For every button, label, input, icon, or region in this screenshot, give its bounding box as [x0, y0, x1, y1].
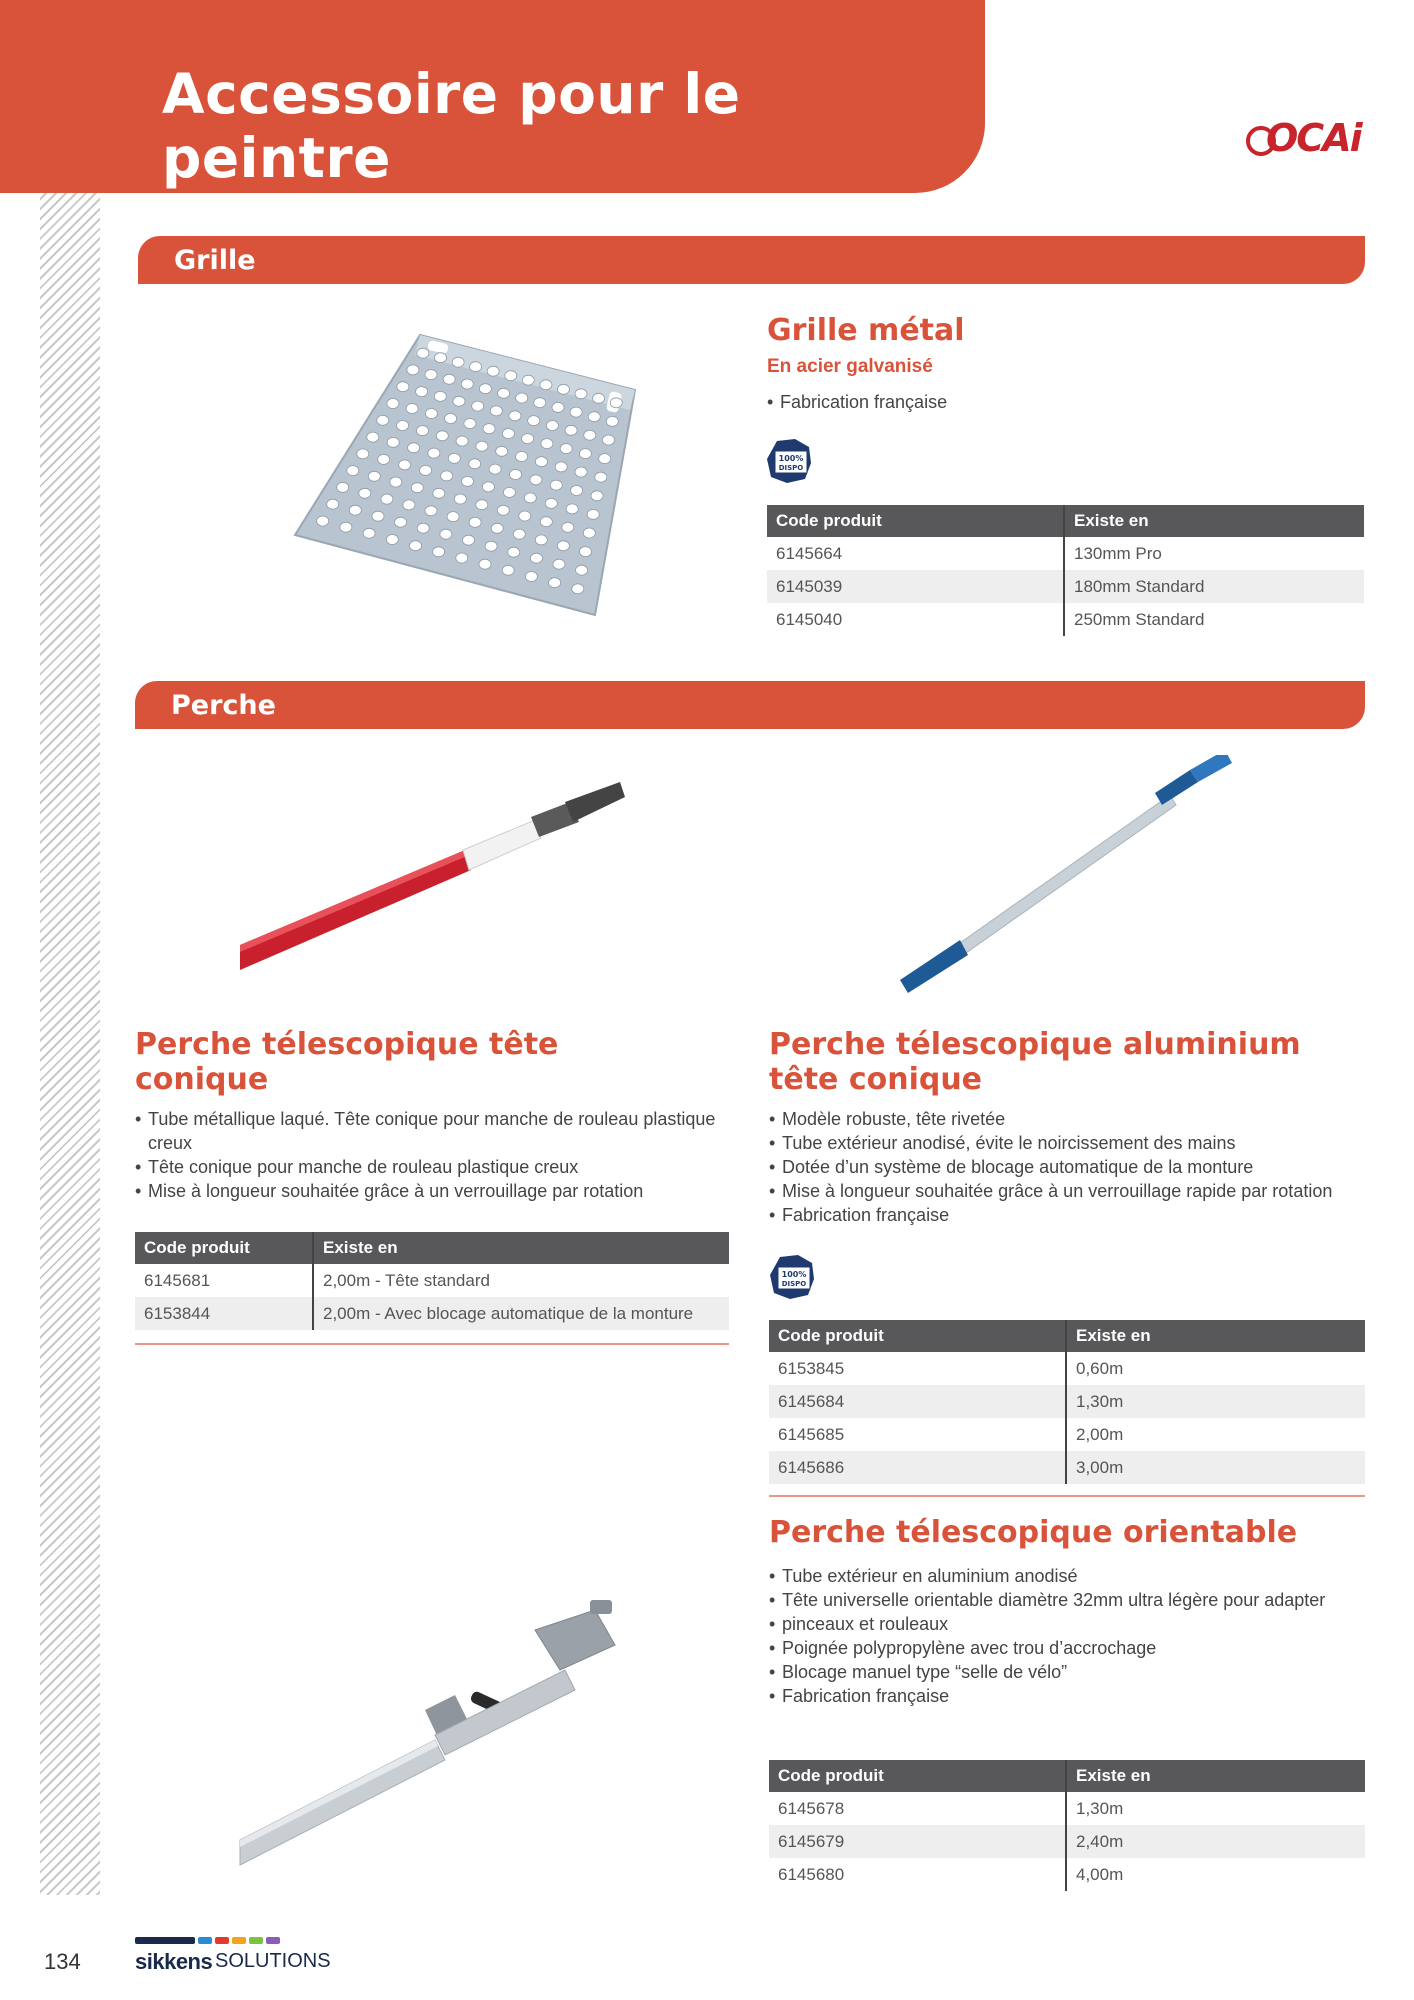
column-header-code: Code produit — [769, 1760, 1066, 1792]
grille-hole — [469, 517, 481, 527]
color-bar — [198, 1937, 212, 1944]
grille-hole — [406, 404, 418, 414]
grille-hole — [593, 393, 605, 403]
grille-hole — [417, 426, 429, 436]
grille-hole — [552, 402, 564, 412]
list-item: • Tube métallique laqué. Tête conique pour manche de rouleau plastique — [135, 1107, 715, 1131]
grille-hole — [462, 476, 474, 486]
table-row — [769, 1858, 1365, 1891]
grille-hole — [566, 504, 578, 514]
table-grille-metal — [767, 505, 1364, 636]
code-cell: 6145679 — [769, 1825, 1066, 1858]
grille-hole — [445, 414, 457, 424]
grille-hole — [498, 388, 510, 398]
grille-hole — [367, 432, 379, 442]
code-cell: 6145681 — [135, 1264, 313, 1297]
table-perche-orientable — [769, 1760, 1365, 1891]
title-line: Perche télescopique aluminium — [769, 1027, 1301, 1062]
grille-hole — [513, 529, 525, 539]
grille-hole — [587, 509, 599, 519]
grille-hole — [534, 398, 546, 408]
grille-hole — [490, 406, 502, 416]
page-header — [0, 0, 985, 193]
grille-hole — [591, 491, 603, 501]
france-dispo-badge-icon — [765, 437, 815, 485]
grille-hole — [580, 547, 592, 557]
badge-text-bottom: DISPO — [781, 1280, 807, 1288]
size-cell: 1,30m — [1076, 1798, 1124, 1818]
table-row — [135, 1297, 729, 1330]
page-title: Accessoire pour le peintre — [162, 62, 741, 190]
grille-hole — [565, 425, 577, 435]
grille-hole — [381, 494, 393, 504]
list-item: • Tête universelle orientable diamètre 32mm ultra légère pour adapter — [769, 1588, 1325, 1612]
color-bar — [249, 1937, 263, 1944]
grille-hole — [575, 467, 587, 477]
grille-hole — [349, 505, 361, 515]
grille-hole — [453, 396, 465, 406]
color-bar — [266, 1937, 280, 1944]
table-divider — [769, 1495, 1365, 1497]
grille-hole — [454, 494, 466, 504]
grille-hole — [464, 419, 476, 429]
grille-hole — [595, 472, 607, 482]
grille-hole — [489, 464, 501, 474]
grille-hole — [553, 559, 565, 569]
perche-conique-image — [235, 775, 635, 975]
code-cell: 6153844 — [135, 1297, 313, 1330]
grille-hole — [535, 457, 547, 467]
grille-hole — [570, 407, 582, 417]
grille-hole — [505, 371, 517, 381]
grille-hole — [435, 353, 447, 363]
grille-hole — [440, 529, 452, 539]
list-item: • Mise à longueur souhaitée grâce à un verrouillage par rotation — [135, 1179, 715, 1203]
grille-hole — [441, 471, 453, 481]
grille-hole — [434, 391, 446, 401]
grille-hole — [317, 516, 329, 526]
code-cell: 6145039 — [767, 570, 1064, 603]
color-bar — [232, 1937, 246, 1944]
grille-hole — [545, 498, 557, 508]
grille-hole — [522, 375, 534, 385]
grille-hole — [436, 431, 448, 441]
title-line: conique — [135, 1062, 269, 1097]
size-cell: 2,00m - Tête standard — [323, 1270, 490, 1290]
column-header-existe: Existe en — [1066, 1320, 1365, 1352]
grille-hole — [447, 512, 459, 522]
grille-hole — [502, 429, 514, 439]
size-cell: 130mm Pro — [1074, 543, 1162, 563]
grille-hole — [347, 466, 359, 476]
grille-hole — [337, 482, 349, 492]
grille-hole — [416, 387, 428, 397]
list-item: • Fabrication française — [769, 1684, 1325, 1708]
column-header-code: Code produit — [769, 1320, 1066, 1352]
grille-hole — [571, 486, 583, 496]
bullets-grille-metal — [767, 390, 947, 414]
list-item: • Tête conique pour manche de rouleau plastique creux — [135, 1155, 715, 1179]
grille-hole — [485, 541, 497, 551]
grille-hole — [524, 493, 536, 503]
table-header-row — [135, 1232, 729, 1264]
grille-hole — [540, 517, 552, 527]
grille-hole — [519, 511, 531, 521]
section-bar-perche — [135, 681, 1365, 729]
grille-hole — [428, 448, 440, 458]
list-item: • Tube extérieur en aluminium anodisé — [769, 1564, 1325, 1588]
grille-hole — [516, 452, 528, 462]
grille-hole — [482, 482, 494, 492]
decorative-stripes — [40, 0, 100, 1895]
list-item: • pinceaux et rouleaux — [769, 1612, 1325, 1636]
badge-text-top: 100% — [778, 454, 804, 463]
size-cell: 4,00m — [1076, 1864, 1124, 1884]
size-cell: 2,40m — [1066, 1825, 1365, 1858]
grille-hole — [516, 393, 528, 403]
sikkens-color-bars — [135, 1937, 280, 1944]
table-header-row — [769, 1320, 1365, 1352]
grille-hole — [425, 506, 437, 516]
grille-hole — [557, 541, 569, 551]
grille-hole — [410, 541, 422, 551]
grille-hole — [368, 471, 380, 481]
table-row — [769, 1825, 1365, 1858]
size-cell: 0,60m — [1076, 1358, 1124, 1378]
column-header-existe: Existe en — [1064, 505, 1364, 537]
table-header-row — [767, 505, 1364, 537]
grille-hole — [540, 380, 552, 390]
list-item: • Blocage manuel type “selle de vélo” — [769, 1660, 1325, 1684]
grille-hole — [588, 412, 600, 422]
grille-hole — [576, 565, 588, 575]
grille-hole — [463, 535, 475, 545]
sikkens-solutions-logo — [135, 1937, 335, 1977]
grille-hole — [387, 399, 399, 409]
grille-hole — [491, 523, 503, 533]
grille-hole — [417, 523, 429, 533]
grille-hole — [433, 547, 445, 557]
grille-hole — [327, 499, 339, 509]
badge-text-bottom: DISPO — [778, 464, 804, 472]
grille-hole — [476, 441, 488, 451]
grille-hole — [497, 505, 509, 515]
title-line: tête conique — [769, 1062, 983, 1097]
grille-hole — [377, 415, 389, 425]
table-row — [767, 603, 1364, 636]
product-title-perche-conique — [135, 1027, 558, 1097]
grille-hole — [469, 459, 481, 469]
product-title-grille-metal: Grille métal — [767, 313, 965, 348]
table-row — [767, 570, 1364, 603]
grille-hole — [483, 424, 495, 434]
product-subtitle-grille-metal: En acier galvanisé — [767, 356, 933, 377]
grille-hole — [443, 374, 455, 384]
grille-hole — [606, 416, 618, 426]
table-row — [135, 1264, 729, 1297]
grille-hole — [425, 409, 437, 419]
grille-hole — [549, 578, 561, 588]
grille-hole — [584, 430, 596, 440]
code-cell: 6145040 — [767, 603, 1064, 636]
grille-hole — [550, 480, 562, 490]
grille-hole — [479, 559, 491, 569]
grille-hole — [397, 421, 409, 431]
perche-alu-image — [890, 755, 1240, 995]
size-cell: 1,30m — [1066, 1385, 1365, 1418]
grille-hole — [562, 522, 574, 532]
size-cell: 3,00m — [1066, 1451, 1365, 1484]
grille-hole — [522, 434, 534, 444]
size-cell: 2,00m — [1076, 1424, 1124, 1444]
grille-hole — [387, 437, 399, 447]
list-item: • Mise à longueur souhaitée grâce à un verrouillage rapide par rotation — [769, 1179, 1332, 1203]
code-cell: 6153845 — [769, 1352, 1066, 1385]
size-cell: 2,00m - Avec blocage automatique de la monture — [313, 1297, 729, 1330]
code-cell: 6145680 — [769, 1858, 1066, 1891]
grille-hole — [386, 535, 398, 545]
grille-hole — [510, 470, 522, 480]
grille-hole — [461, 379, 473, 389]
france-dispo-badge-icon — [768, 1253, 818, 1301]
grille-hole — [560, 444, 572, 454]
column-header-code: Code produit — [767, 505, 1064, 537]
code-cell: 6145686 — [769, 1451, 1066, 1484]
list-item: • Poignée polypropylène avec trou d’accrochage — [769, 1636, 1325, 1660]
grille-hole — [340, 522, 352, 532]
code-cell: 6145678 — [769, 1792, 1066, 1825]
section-bar-grille — [138, 236, 1365, 284]
column-header-existe: Existe en — [1066, 1760, 1365, 1792]
grille-hole — [530, 475, 542, 485]
grille-hole — [397, 382, 409, 392]
grille-hole — [579, 449, 591, 459]
grille-hole — [448, 453, 460, 463]
grille-hole — [403, 500, 415, 510]
list-item: • Dotée d’un système de blocage automatique de la monture — [769, 1155, 1332, 1179]
grille-hole — [610, 398, 622, 408]
grille-hole — [407, 365, 419, 375]
list-item: • Fabrication française — [767, 390, 947, 414]
grille-hole — [530, 553, 542, 563]
product-title-perche-alu — [769, 1027, 1301, 1097]
table-row — [769, 1418, 1365, 1451]
section-label-grille: Grille — [174, 245, 256, 276]
column-header-existe: Existe en — [313, 1232, 729, 1264]
list-item: • Fabrication française — [769, 1203, 1332, 1227]
grille-hole — [479, 384, 491, 394]
grille-hole — [555, 462, 567, 472]
grille-hole — [433, 488, 445, 498]
grille-hole — [456, 436, 468, 446]
grille-hole — [372, 511, 384, 521]
grille-hole — [509, 411, 521, 421]
table-row — [767, 537, 1364, 570]
grille-hole — [425, 370, 437, 380]
list-item: creux — [148, 1133, 193, 1153]
grille-hole — [470, 362, 482, 372]
grille-hole — [558, 384, 570, 394]
ocai-logo-text: OCAi — [1266, 116, 1361, 160]
table-row — [769, 1385, 1365, 1418]
code-cell: 6145664 — [767, 537, 1064, 570]
grille-hole — [496, 446, 508, 456]
table-divider — [135, 1343, 729, 1345]
grille-hole — [575, 389, 587, 399]
grille-hole — [487, 366, 499, 376]
grille-hole — [390, 477, 402, 487]
bullets-perche-orientable — [769, 1564, 1325, 1708]
table-header-row — [769, 1760, 1365, 1792]
perche-orientable-image — [235, 1590, 635, 1870]
grille-hole — [399, 460, 411, 470]
grille-hole — [476, 500, 488, 510]
title-line: Perche télescopique tête — [135, 1027, 559, 1062]
table-perche-conique — [135, 1232, 729, 1330]
grille-hole — [528, 416, 540, 426]
solutions-wordmark: SOLUTIONS — [215, 1950, 331, 1972]
grille-hole — [503, 487, 515, 497]
grille-hole — [420, 465, 432, 475]
size-cell: 250mm Standard — [1074, 609, 1205, 629]
grille-hole — [408, 443, 420, 453]
grille-hole — [395, 517, 407, 527]
bullets-perche-alu — [769, 1107, 1332, 1227]
grille-hole — [508, 547, 520, 557]
table-row — [769, 1792, 1365, 1825]
size-cell: 180mm Standard — [1064, 570, 1364, 603]
grille-hole — [359, 488, 371, 498]
grille-hole — [472, 401, 484, 411]
table-perche-alu — [769, 1320, 1365, 1484]
badge-text-top: 100% — [781, 1270, 807, 1279]
list-item: • Tube extérieur anodisé, évite le noircissement des mains — [769, 1131, 1332, 1155]
grille-hole — [603, 435, 615, 445]
section-label-perche: Perche — [171, 690, 276, 721]
grille-hole — [583, 528, 595, 538]
grille-hole — [572, 584, 584, 594]
list-item: • Modèle robuste, tête rivetée — [769, 1107, 1332, 1131]
ocai-logo — [1246, 116, 1370, 162]
code-cell: 6145684 — [769, 1385, 1066, 1418]
grille-hole — [546, 421, 558, 431]
grille-hole — [502, 565, 514, 575]
grille-hole — [357, 449, 369, 459]
color-bar — [215, 1937, 229, 1944]
grille-metal-image — [290, 330, 640, 620]
page-number: 134 — [44, 1949, 81, 1974]
code-cell: 6145685 — [769, 1418, 1066, 1451]
grille-hole — [525, 572, 537, 582]
grille-hole — [417, 348, 429, 358]
bullets-perche-conique — [135, 1107, 715, 1203]
grille-hole — [599, 454, 611, 464]
sikkens-wordmark: sikkens — [135, 1949, 213, 1974]
color-bar — [135, 1937, 195, 1944]
product-title-perche-orientable: Perche télescopique orientable — [769, 1515, 1298, 1550]
grille-hole — [535, 535, 547, 545]
grille-hole — [452, 357, 464, 367]
table-row — [769, 1451, 1365, 1484]
column-header-code: Code produit — [135, 1232, 313, 1264]
grille-hole — [363, 528, 375, 538]
grille-hole — [541, 439, 553, 449]
table-row — [769, 1352, 1365, 1385]
grille-hole — [411, 483, 423, 493]
grille-hole — [378, 454, 390, 464]
grille-hole — [456, 553, 468, 563]
